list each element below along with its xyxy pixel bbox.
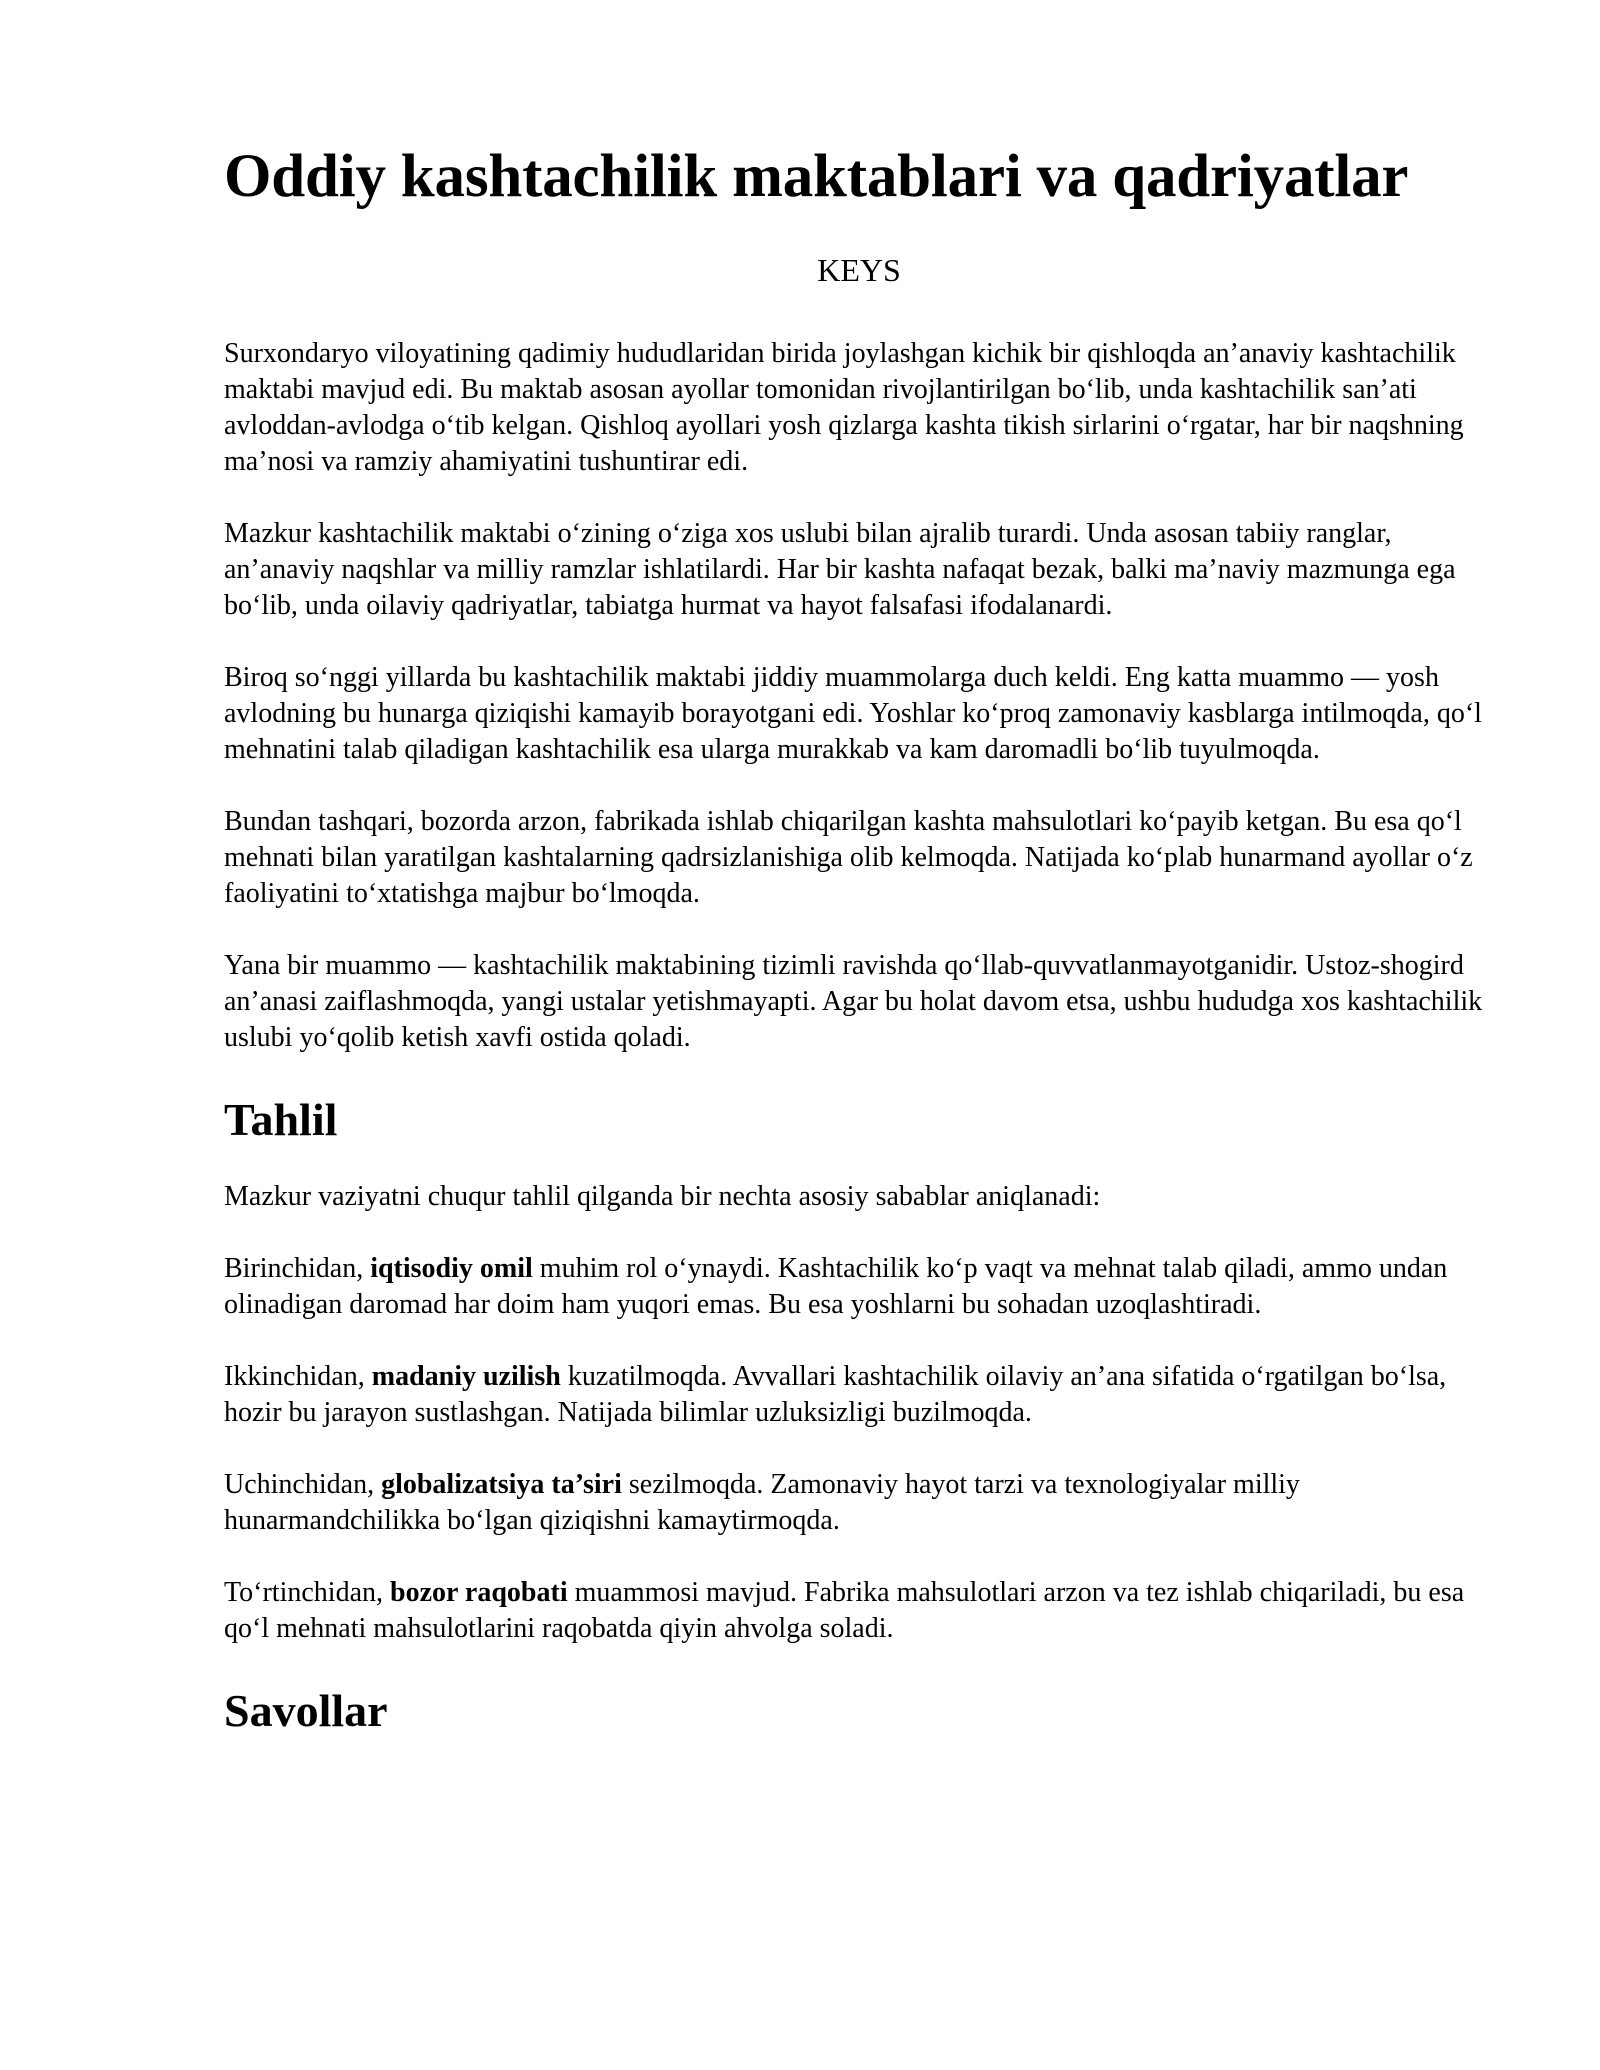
point-text: sezilmoqda. Zamonaviy hayot tarzi va texnologiyalar milliy hunarmandchilikka bo‘lgan qiziqishni kamaytirmoqda. bbox=[224, 1468, 1300, 1536]
case-paragraph: Mazkur kashtachilik maktabi o‘zining o‘ziga xos uslubi bilan ajralib turardi. Unda asosan tabiiy ranglar, an’anaviy naqshlar va milliy ramzlar ishlatilardi. Har bir kashta nafaqat bezak, balki ma’naviy mazmunga ega bo‘lib, unda oilaviy qadriyatlar, tabiatga hurmat va hayot falsafasi ifodalanardi. bbox=[224, 517, 1456, 621]
point-lead: Uchinchidan, bbox=[224, 1468, 382, 1500]
analysis-intro: Mazkur vaziyatni chuqur tahlil qilganda bir nechta asosiy sabablar aniqlanadi: bbox=[224, 1180, 1101, 1212]
case-paragraph: Yana bir muammo — kashtachilik maktabining tizimli ravishda qo‘llab-quvvatlanmayotganidir. Ustoz-shogird an’anasi zaiflashmoqda, yangi ustalar yetishmayapti. Agar bu holat davom etsa, ushbu hududga xos kashtachilik uslubi yo‘qolib ketish xavfi ostida qoladi. bbox=[224, 949, 1483, 1053]
point-keyword: madaniy uzilish bbox=[371, 1360, 561, 1392]
questions-heading: Savollar bbox=[224, 1684, 388, 1736]
case-paragraph: Surxondaryo viloyatining qadimiy hududlaridan birida joylashgan kichik bir qishloqda an’anaviy kashtachilik maktabi mavjud edi. Bu maktab asosan ayollar tomonidan rivojlantirilgan bo‘lib, unda kashtachilik san’ati avloddan-avlodga o‘tib kelgan. Qishloq ayollari yosh qizlarga kashta tikish sirlarini o‘rgatar, har bir naqshning ma’nosi va ramziy ahamiyatini tushuntirar edi. bbox=[224, 337, 1464, 477]
point-keyword: iqtisodiy omil bbox=[370, 1252, 533, 1284]
analysis-point-market bbox=[224, 1575, 1494, 1647]
point-text: kuzatilmoqda. Avvallari kashtachilik oilaviy an’ana sifatida o‘rgatilgan bo‘lsa, hozir bu jarayon sustlashgan. Natijada bilimlar uzluksizligi buzilmoqda. bbox=[224, 1360, 1447, 1428]
point-lead: Birinchidan, bbox=[224, 1252, 371, 1284]
document-title: Oddiy kashtachilik maktablari va qadriyatlar bbox=[224, 143, 1409, 210]
point-lead: Ikkinchidan, bbox=[224, 1360, 372, 1392]
analysis-point-economic bbox=[224, 1251, 1494, 1323]
point-keyword: globalizatsiya ta’siri bbox=[381, 1468, 622, 1500]
point-text: muammosi mavjud. Fabrika mahsulotlari arzon va tez ishlab chiqariladi, bu esa qo‘l mehnati mahsulotlarini raqobatda qiyin ahvolga soladi. bbox=[224, 1576, 1465, 1644]
document-subtitle: KEYS bbox=[817, 252, 901, 289]
point-lead: To‘rtinchidan, bbox=[224, 1576, 390, 1608]
analysis-point-cultural bbox=[224, 1359, 1494, 1431]
analysis-point-globalization bbox=[224, 1467, 1494, 1539]
case-section bbox=[224, 336, 1494, 1056]
document-page bbox=[224, 140, 1494, 1770]
case-paragraph: Biroq so‘nggi yillarda bu kashtachilik maktabi jiddiy muammolarga duch keldi. Eng katta muammo — yosh avlodning bu hunarga qiziqishi kamayib borayotgani edi. Yoshlar ko‘proq zamonaviy kasblarga intilmoqda, qo‘l mehnatini talab qiladigan kashtachilik esa ularga murakkab va kam daromadli bo‘lib tuyulmoqda. bbox=[224, 661, 1482, 765]
case-paragraph: Bundan tashqari, bozorda arzon, fabrikada ishlab chiqarilgan kashta mahsulotlari ko‘payib ketgan. Bu esa qo‘l mehnati bilan yaratilgan kashtalarning qadrsizlanishiga olib kelmoqda. Natijada ko‘plab hunarmand ayollar o‘z faoliyatini to‘xtatishga majbur bo‘lmoqda. bbox=[224, 805, 1473, 909]
point-keyword: bozor raqobati bbox=[390, 1576, 568, 1608]
analysis-section bbox=[224, 1092, 1494, 1647]
questions-section bbox=[224, 1683, 1494, 1738]
point-text: muhim rol o‘ynaydi. Kashtachilik ko‘p vaqt va mehnat talab qiladi, ammo undan olinadigan daromad har doim ham yuqori emas. Bu esa yoshlarni bu sohadan uzoqlashtiradi. bbox=[224, 1252, 1448, 1320]
analysis-heading: Tahlil bbox=[224, 1093, 338, 1145]
